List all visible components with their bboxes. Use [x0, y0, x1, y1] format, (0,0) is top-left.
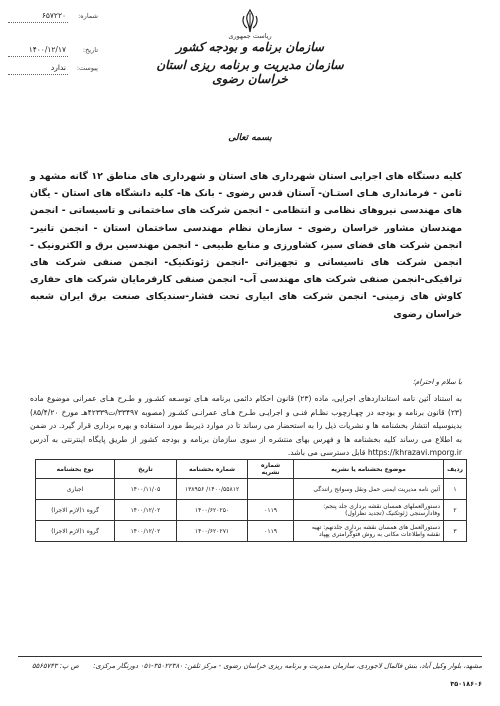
bismillah-heading: بسمه تعالی — [228, 133, 272, 143]
cell-date: ۱۴۰۰/۱۲/۰۲ — [115, 500, 177, 521]
footer-address: مشهد، بلوار وکیل آباد، بنش فالمال لاجوردی، سازمان مدیریت و برنامه ریزی خراسان رضوی - مرکز تلفن: ۳۵۰۲۲۳۸۰-۰۵۱ دورنگار مرکزی: — [93, 662, 482, 670]
col-header-date: تاریخ — [115, 460, 177, 479]
iran-emblem-icon — [238, 8, 262, 34]
table-row — [36, 521, 467, 542]
col-header-type: نوع بخشنامه — [36, 460, 115, 479]
cell-type: گروه ۱(لازم الاجرا) — [36, 500, 115, 521]
letter-number-label: شماره: — [78, 12, 98, 20]
letter-attachment-value: ندارد — [50, 63, 66, 72]
letter-attachment-row — [8, 63, 98, 75]
cell-date: ۱۴۰۰/۱۲/۰۲ — [115, 521, 177, 542]
cell-date: ۱۴۰۰/۱۱/۰۵ — [115, 479, 177, 500]
col-header-circular-number: شماره بخشنامه — [176, 460, 247, 479]
cell-subject: دستورالعمل های همسان نقشه برداری جلدنهم: تهیه نقشه واطلاعات مکانی به روش فتوگرامتری پهپاد — [293, 521, 443, 542]
cell-row-number: ۳ — [444, 521, 467, 542]
col-header-publication-number: شماره نشریه — [248, 460, 294, 479]
footer-divider — [18, 656, 482, 657]
table-row — [36, 479, 467, 500]
letter-date-label: تاریخ: — [82, 46, 98, 54]
letter-footer — [0, 638, 500, 688]
table-row — [36, 500, 467, 521]
cell-subject: آئین نامه مدیریت ایمنی حمل ونقل وسوانح رانندگی — [293, 479, 443, 500]
org-name-primary: سازمان برنامه و بودجه کشور — [176, 40, 324, 54]
cell-type: گروه ۱(لازم الاجرا) — [36, 521, 115, 542]
salutation: با سلام و احترام؛ — [412, 378, 462, 386]
cell-circular-number: ۱۴۰۰/۶۲۰۲۷۱ — [176, 521, 247, 542]
table-header-row — [36, 460, 467, 479]
letter-body: به استناد آئین نامه استانداردهای اجرایی، ماده (۲۳) قانون احکام دائمی برنامه هـای توسـعه کشـور و طـرح هـای عمرانی موضوع ماده (۲۳) قانون برنامه و بودجه در چهـارچوب نظـام فنـی و اجرایـی طـرح هـای عمرانـی کشـور (مصوبه ۳۳۴۹۷/ت۴۲۳۳۹هـ مورخ ۸۵/۴/۲۰) بدینوسیله انتشار بخشنامه ها و نشریات ذیل را به استحضار می رساند تا در موارد ذیربط مورد استفاده و بهره برداری قرار گیرد. در ضمن به اطلاع می رساند کلیه بخشنامه ها و فهرس بهای منتشره از سوی سازمان برنامه و بودجه کشور از طریق پایگاه اینترنتی به آدرس https://khrazavi.mporg.ir قابل دسترسی می باشد. — [30, 394, 462, 458]
attachments-table — [35, 459, 467, 542]
letter-attachment-label: پیوست: — [76, 64, 98, 72]
col-header-subject: موضوع بخشنامه یا نشریه — [293, 460, 443, 479]
presidency-label: ریاست جمهوری — [228, 32, 272, 40]
cell-publication-number — [248, 479, 294, 500]
cell-publication-number: ۰۱۱۹ — [248, 521, 294, 542]
cell-subject: دستورالعملهای همسان نقشه برداری جلد پنجم: وفادارسنجی ژئوتکنیک (تجدید نظراول) — [293, 500, 443, 521]
org-name-secondary: سازمان مدیریت و برنامه ریزی استان خراسان رضوی — [156, 58, 344, 86]
letter-date-row — [8, 45, 98, 57]
cell-circular-number: ۱۴۰۰/۶۲۰۲۵۰ — [176, 500, 247, 521]
letter-number-value: ۶۵۷۲۲۰ — [41, 11, 66, 20]
footer-code: ۳۵۰۱۸۶۰۶ — [450, 680, 482, 688]
cell-type: اجباری — [36, 479, 115, 500]
cell-row-number: ۲ — [444, 500, 467, 521]
col-header-row-number: ردیف — [444, 460, 467, 479]
cell-publication-number: ۰۱۱۹ — [248, 500, 294, 521]
letter-number-row — [8, 11, 98, 23]
recipients-block: کلیه دستگاه های اجرایی استان شهرداری های استان و شهرداری های مناطق ۱۲ گانه مشهد و ثامن - فرمانداری هـای استـان- آستان قدس رضوی - بانک ها- کلیه دانشگاه های استان - یگان های مهندسی نیروهای نظامی و انتظامی - انجمن شرکت های ساختمانی و تاسیساتی - انجمن مهندسان مشاور خراسان رضوی - سازمان نظام مهندسی ساختمان استان - انجمن تانیر- انجمن شرکت های فضای سبز، کشاورزی و منابع طبیعی - انجمن مهندسین برق و الکترونیک - انجمن شرکت های تاسیساتی و تجهیزاتی -انجمن ژئوتکنیک- انجمن صنفی شرکت های ترافیکی-انجمن صنفی شرکت های مهندسی آب- انجمن صنفی کارفرمایان شرکت های حفاری کاوش های زمینی- انجمن شرکت های ابیاری تحت فشار-سندیکای صنعت برق ایران شعبه خراسان رضوی — [30, 171, 462, 320]
letter-date-value: ۱۴۰۰/۱۲/۱۷ — [28, 45, 66, 54]
cell-circular-number: ۱۴۰۰/۵۵۸۱۲/ ۱۳۸۹۵۶ — [176, 479, 247, 500]
footer-po-box: ص پ: ۵۵۶۵۷۴۳ — [32, 662, 79, 670]
cell-row-number: ۱ — [444, 479, 467, 500]
